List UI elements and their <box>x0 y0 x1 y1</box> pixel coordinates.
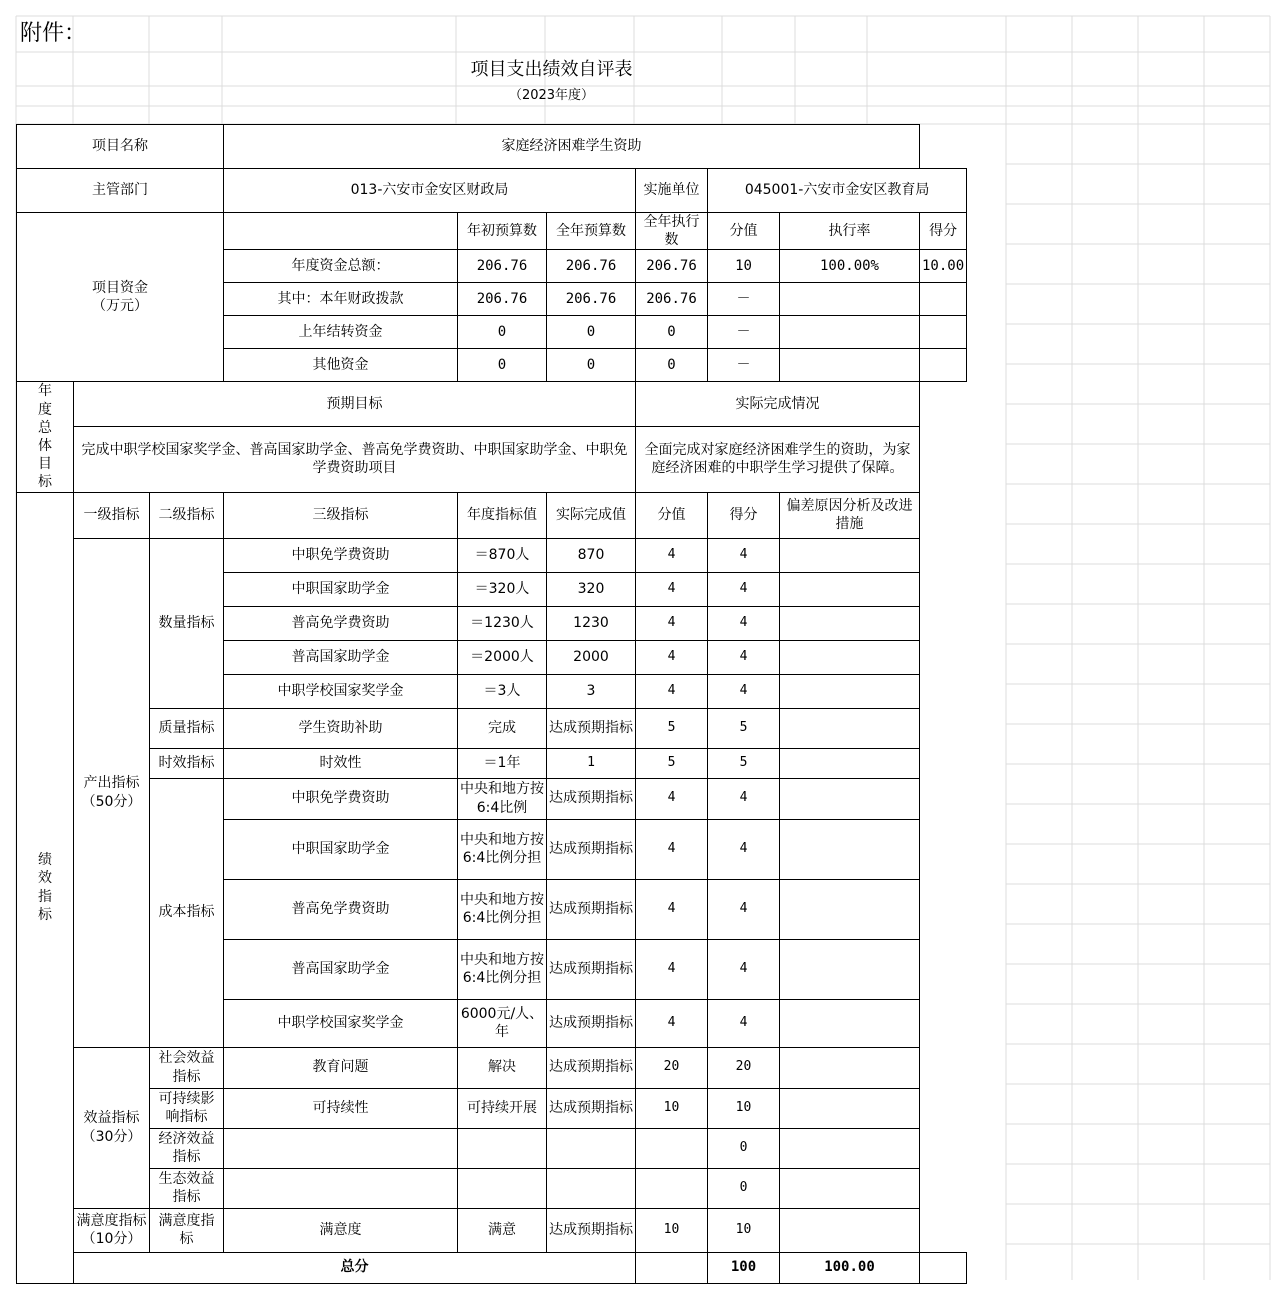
ind-score-val: 4 <box>636 999 708 1047</box>
table-row <box>17 708 967 748</box>
ind-score-val: 4 <box>636 819 708 879</box>
funds-row-label: 上年结转资金 <box>224 316 458 349</box>
ind-note <box>780 819 920 879</box>
ind-name <box>224 1128 458 1168</box>
funds-header: 年初预算数 <box>458 213 547 250</box>
table-row <box>17 1088 967 1128</box>
funds-row-label: 年度资金总额： <box>224 250 458 283</box>
ind-score-val: 4 <box>636 879 708 939</box>
ind-target <box>458 1168 547 1208</box>
funds-row-label: 其中：本年财政拨款 <box>224 283 458 316</box>
ind-note <box>780 778 920 819</box>
ind-score-val <box>636 1128 708 1168</box>
ind-score-val: 4 <box>636 538 708 572</box>
ind-actual: 达成预期指标 <box>547 879 636 939</box>
table-row <box>17 538 967 572</box>
project-name: 家庭经济困难学生资助 <box>224 125 920 169</box>
ind-score: 4 <box>708 538 780 572</box>
ind-note <box>780 1168 920 1208</box>
funds-header: 分值 <box>708 213 780 250</box>
level2-timeliness: 时效指标 <box>150 748 224 778</box>
ind-name: 学生资助补助 <box>224 708 458 748</box>
level2-quantity: 数量指标 <box>150 538 224 708</box>
ind-note <box>780 748 920 778</box>
funds-cell: － <box>708 283 780 316</box>
level2-cost: 成本指标 <box>150 778 224 1047</box>
ind-target <box>458 1128 547 1168</box>
ind-score: 0 <box>708 1128 780 1168</box>
ind-name: 中职免学费资助 <box>224 778 458 819</box>
dept-label: 主管部门 <box>17 169 224 213</box>
ind-note <box>780 939 920 999</box>
ind-actual: 870 <box>547 538 636 572</box>
funds-row-label: 其他资金 <box>224 349 458 382</box>
funds-cell: 0 <box>547 349 636 382</box>
ind-actual: 达成预期指标 <box>547 939 636 999</box>
table-row <box>17 1128 967 1168</box>
ind-score: 4 <box>708 674 780 708</box>
ind-target: ＝3人 <box>458 674 547 708</box>
year-label: （2023年度） <box>508 88 595 103</box>
performance-table <box>16 124 967 1284</box>
ind-score: 10 <box>708 1208 780 1252</box>
ind-note <box>780 999 920 1047</box>
ind-actual: 达成预期指标 <box>547 999 636 1047</box>
indicators-label-text: 绩效指标 <box>38 852 52 923</box>
funds-cell: 206.76 <box>458 250 547 283</box>
total-note-blank <box>920 1252 967 1283</box>
ind-name: 中职学校国家奖学金 <box>224 999 458 1047</box>
ind-note <box>780 640 920 674</box>
ind-actual: 达成预期指标 <box>547 1208 636 1252</box>
ind-actual: 达成预期指标 <box>547 708 636 748</box>
ind-score-val: 4 <box>636 606 708 640</box>
ind-name <box>224 1168 458 1208</box>
ind-score: 4 <box>708 606 780 640</box>
ind-score: 4 <box>708 778 780 819</box>
ind-target: 完成 <box>458 708 547 748</box>
ind-note <box>780 606 920 640</box>
ind-note <box>780 1208 920 1252</box>
table-row <box>17 748 967 778</box>
actual-goal: 全面完成对家庭经济困难学生的资助，为家庭经济困难的中职学生学习提供了保障。 <box>636 426 920 492</box>
ind-note <box>780 1128 920 1168</box>
ind-note <box>780 538 920 572</box>
ind-target: 解决 <box>458 1047 547 1088</box>
ind-score: 5 <box>708 708 780 748</box>
ind-score: 4 <box>708 879 780 939</box>
ind-score-val: 5 <box>636 708 708 748</box>
ind-actual: 达成预期指标 <box>547 1088 636 1128</box>
ind-score: 20 <box>708 1047 780 1088</box>
ind-target: ＝320人 <box>458 572 547 606</box>
attachment-label: 附件： <box>20 21 87 46</box>
table-row <box>17 1168 967 1208</box>
level2-ecological: 生态效益指标 <box>150 1168 224 1208</box>
ind-actual: 3 <box>547 674 636 708</box>
ind-target: 满意 <box>458 1208 547 1252</box>
ind-score: 4 <box>708 572 780 606</box>
ind-header: 一级指标 <box>74 492 150 538</box>
level2-sustainable: 可持续影响指标 <box>150 1088 224 1128</box>
expected-goal-label: 预期目标 <box>74 382 636 426</box>
total-score: 100.00 <box>780 1252 920 1283</box>
level2-social: 社会效益指标 <box>150 1047 224 1088</box>
total-label: 总分 <box>74 1252 636 1283</box>
funds-header: 执行率 <box>780 213 920 250</box>
level1-benefit: 效益指标 （30分） <box>74 1047 150 1208</box>
goals-label-text: 年度总体目标 <box>38 383 52 491</box>
ind-name: 教育问题 <box>224 1047 458 1088</box>
ind-target: 6000元/人、年 <box>458 999 547 1047</box>
ind-score: 5 <box>708 748 780 778</box>
impl-value: 045001-六安市金安区教育局 <box>708 169 967 213</box>
ind-score-val: 10 <box>636 1208 708 1252</box>
funds-cell: － <box>708 349 780 382</box>
funds-header: 全年执行数 <box>636 213 708 250</box>
ind-score-val: 4 <box>636 640 708 674</box>
funds-cell <box>920 349 967 382</box>
ind-target: 中央和地方按6:4比例 <box>458 778 547 819</box>
ind-header: 得分 <box>708 492 780 538</box>
funds-cell: 10.00 <box>920 250 967 283</box>
ind-note <box>780 1047 920 1088</box>
ind-name: 中职学校国家奖学金 <box>224 674 458 708</box>
ind-score-val: 20 <box>636 1047 708 1088</box>
ind-target: ＝1年 <box>458 748 547 778</box>
ind-name: 中职免学费资助 <box>224 538 458 572</box>
funds-header-blank <box>224 213 458 250</box>
ind-name: 可持续性 <box>224 1088 458 1128</box>
ind-score: 4 <box>708 819 780 879</box>
ind-score-val: 4 <box>636 778 708 819</box>
indicators-label <box>17 492 74 1283</box>
total-score-val: 100 <box>708 1252 780 1283</box>
ind-target: 可持续开展 <box>458 1088 547 1128</box>
ind-actual: 达成预期指标 <box>547 819 636 879</box>
funds-cell <box>920 316 967 349</box>
ind-name: 中职国家助学金 <box>224 819 458 879</box>
ind-score: 4 <box>708 999 780 1047</box>
goals-label <box>17 382 74 492</box>
dept-value: 013-六安市金安区财政局 <box>224 169 636 213</box>
ind-header: 偏差原因分析及改进措施 <box>780 492 920 538</box>
ind-actual <box>547 1128 636 1168</box>
ind-target: ＝870人 <box>458 538 547 572</box>
ind-score-val: 4 <box>636 674 708 708</box>
funds-header: 全年预算数 <box>547 213 636 250</box>
funds-cell: 206.76 <box>547 250 636 283</box>
ind-actual: 1 <box>547 748 636 778</box>
ind-header: 二级指标 <box>150 492 224 538</box>
ind-target: 中央和地方按6:4比例分担 <box>458 939 547 999</box>
funds-cell: 0 <box>458 316 547 349</box>
funds-cell <box>920 283 967 316</box>
ind-name: 普高免学费资助 <box>224 606 458 640</box>
ind-actual: 320 <box>547 572 636 606</box>
funds-cell: 100.00% <box>780 250 920 283</box>
ind-note <box>780 708 920 748</box>
ind-note <box>780 1088 920 1128</box>
ind-score-val: 5 <box>636 748 708 778</box>
ind-score-val: 10 <box>636 1088 708 1128</box>
level2-quality: 质量指标 <box>150 708 224 748</box>
ind-score-val: 4 <box>636 939 708 999</box>
level1-satisfaction: 满意度指标（10分） <box>74 1208 150 1252</box>
ind-target: ＝2000人 <box>458 640 547 674</box>
ind-header: 实际完成值 <box>547 492 636 538</box>
ind-target: ＝1230人 <box>458 606 547 640</box>
funds-cell: 206.76 <box>547 283 636 316</box>
ind-name: 时效性 <box>224 748 458 778</box>
expected-goal: 完成中职学校国家奖学金、普高国家助学金、普高免学费资助、中职国家助学金、中职免学费资助项目 <box>74 426 636 492</box>
funds-label: 项目资金 （万元） <box>17 213 224 382</box>
total-actual-blank <box>636 1252 708 1283</box>
funds-header: 得分 <box>920 213 967 250</box>
ind-score-val: 4 <box>636 572 708 606</box>
ind-actual: 1230 <box>547 606 636 640</box>
ind-header: 分值 <box>636 492 708 538</box>
ind-target: 中央和地方按6:4比例分担 <box>458 819 547 879</box>
funds-cell <box>780 316 920 349</box>
ind-header: 年度指标值 <box>458 492 547 538</box>
ind-score-val <box>636 1168 708 1208</box>
funds-cell: － <box>708 316 780 349</box>
ind-score: 4 <box>708 640 780 674</box>
funds-cell <box>780 349 920 382</box>
level2-economic: 经济效益指标 <box>150 1128 224 1168</box>
ind-actual: 达成预期指标 <box>547 778 636 819</box>
funds-cell: 0 <box>547 316 636 349</box>
ind-target: 中央和地方按6:4比例分担 <box>458 879 547 939</box>
ind-score: 4 <box>708 939 780 999</box>
ind-name: 普高国家助学金 <box>224 939 458 999</box>
funds-cell: 206.76 <box>636 283 708 316</box>
ind-header: 三级指标 <box>224 492 458 538</box>
funds-cell: 0 <box>636 316 708 349</box>
table-row <box>17 1208 967 1252</box>
impl-label: 实施单位 <box>636 169 708 213</box>
ind-note <box>780 879 920 939</box>
level2-satisfaction: 满意度指标 <box>150 1208 224 1252</box>
ind-name: 中职国家助学金 <box>224 572 458 606</box>
funds-cell: 0 <box>458 349 547 382</box>
funds-cell: 206.76 <box>458 283 547 316</box>
ind-name: 普高免学费资助 <box>224 879 458 939</box>
ind-score: 10 <box>708 1088 780 1128</box>
funds-cell: 0 <box>636 349 708 382</box>
ind-note <box>780 674 920 708</box>
ind-name: 普高国家助学金 <box>224 640 458 674</box>
funds-cell: 206.76 <box>636 250 708 283</box>
level1-output: 产出指标 （50分） <box>74 538 150 1047</box>
table-row <box>17 1047 967 1088</box>
table-row <box>17 778 967 819</box>
ind-name: 满意度 <box>224 1208 458 1252</box>
ind-actual: 达成预期指标 <box>547 1047 636 1088</box>
page-title: 项目支出绩效自评表 <box>470 59 633 80</box>
funds-cell <box>780 283 920 316</box>
actual-goal-label: 实际完成情况 <box>636 382 920 426</box>
ind-actual: 2000 <box>547 640 636 674</box>
ind-actual <box>547 1168 636 1208</box>
funds-cell: 10 <box>708 250 780 283</box>
project-name-label: 项目名称 <box>17 125 224 169</box>
ind-note <box>780 572 920 606</box>
ind-score: 0 <box>708 1168 780 1208</box>
